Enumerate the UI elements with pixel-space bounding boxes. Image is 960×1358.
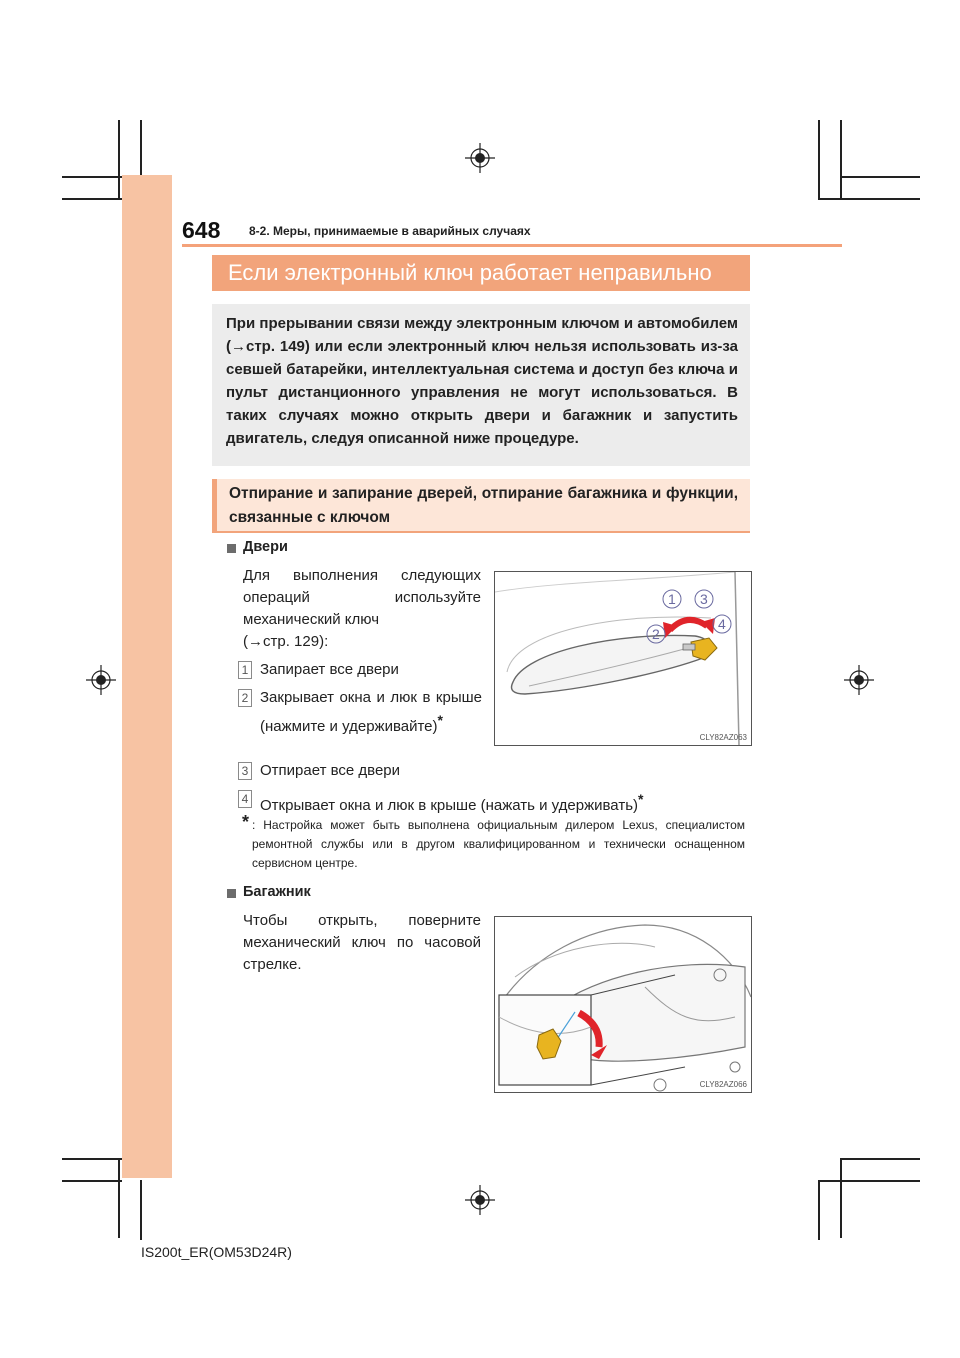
footer-code: IS200t_ER(OM53D24R) xyxy=(141,1244,292,1260)
step-number-2: 2 xyxy=(238,689,252,707)
doors-title: Двери xyxy=(243,539,288,555)
figure-code: CLY82AZ063 xyxy=(699,733,747,742)
page-number: 648 xyxy=(182,217,221,243)
registration-crosshair-icon xyxy=(465,143,495,173)
intro-text: При прерывании связи между электронным ключом и автомобилем (→стр. 149) или если электронный ключ нельзя использовать из-за севшей батарейки, интеллектуальная система и доступ без ключа и пульт дистанционного управления не могут использоваться. В таких случаях можно открыть двери и багажник и запустить двигатель, следуя описанной ниже процедуре. xyxy=(226,315,738,447)
registration-crosshair-icon xyxy=(465,1185,495,1215)
crop-mark xyxy=(118,120,120,200)
crop-mark xyxy=(820,1180,920,1182)
crop-mark xyxy=(818,120,820,200)
callout-4: 4 xyxy=(718,616,726,632)
callout-2: 2 xyxy=(652,626,660,642)
figure-code: CLY82AZ066 xyxy=(699,1080,747,1089)
footnote-marker: * xyxy=(437,712,443,728)
trunk-text: Чтобы открыть, поверните механический ключ по часовой стрелке. xyxy=(243,912,481,973)
side-color-band xyxy=(122,175,172,1178)
subsection-heading xyxy=(212,479,750,531)
crop-mark xyxy=(140,1180,142,1240)
trunk-illustration xyxy=(495,917,751,1092)
step-text-2: Закрывает окна и люк в крыше (нажмите и удерживайте)* xyxy=(260,689,482,735)
step-text-3: Отпирает все двери xyxy=(260,762,401,779)
crop-mark xyxy=(118,1158,120,1238)
footnote-star: * xyxy=(242,812,250,832)
intro-box xyxy=(212,304,750,466)
step-number-3: 3 xyxy=(238,762,252,780)
trunk-figure xyxy=(494,916,752,1093)
step-text-4: Открывает окна и люк в крыше (нажать и удерживать)* xyxy=(260,791,644,814)
crop-mark xyxy=(840,1158,842,1238)
step-number-1: 1 xyxy=(238,661,252,679)
step-number-4: 4 xyxy=(238,790,252,808)
callout-3: 3 xyxy=(700,591,708,607)
footnote-marker: * xyxy=(638,791,644,807)
step-text-1: Запирает все двери xyxy=(260,661,399,678)
crop-mark xyxy=(818,1180,820,1240)
callout-1: 1 xyxy=(668,591,676,607)
crop-mark xyxy=(62,1180,122,1182)
subsection-rule xyxy=(212,531,750,533)
crop-mark xyxy=(840,1158,920,1160)
doors-intro-text: Для выполнения следующих операций используйте механический ключ xyxy=(243,567,481,628)
registration-crosshair-icon xyxy=(86,665,116,695)
door-handle-figure xyxy=(494,571,752,746)
bullet-square-icon xyxy=(227,889,236,898)
registration-crosshair-icon xyxy=(844,665,874,695)
crop-mark xyxy=(820,198,920,200)
bullet-square-icon xyxy=(227,544,236,553)
subsection-title: Отпирание и запирание дверей, отпирание багажника и функции, связанные с ключом xyxy=(229,485,738,526)
header-rule xyxy=(182,244,842,247)
crop-mark xyxy=(840,176,920,178)
trunk-title: Багажник xyxy=(243,884,311,900)
footnote-text: : Настройка может быть выполнена официальным дилером Lexus, специалистом ремонтной службы или в другом квалифицированном и технически оснащенном сервисном центре. xyxy=(252,818,745,870)
section-title: 8-2. Меры, принимаемые в аварийных случаях xyxy=(249,224,531,238)
crop-mark xyxy=(62,198,122,200)
crop-mark xyxy=(840,120,842,200)
doors-page-ref: (→стр. 129): xyxy=(243,633,329,650)
door-handle-illustration xyxy=(495,572,751,745)
page-title: Если электронный ключ работает неправильно xyxy=(212,255,750,291)
